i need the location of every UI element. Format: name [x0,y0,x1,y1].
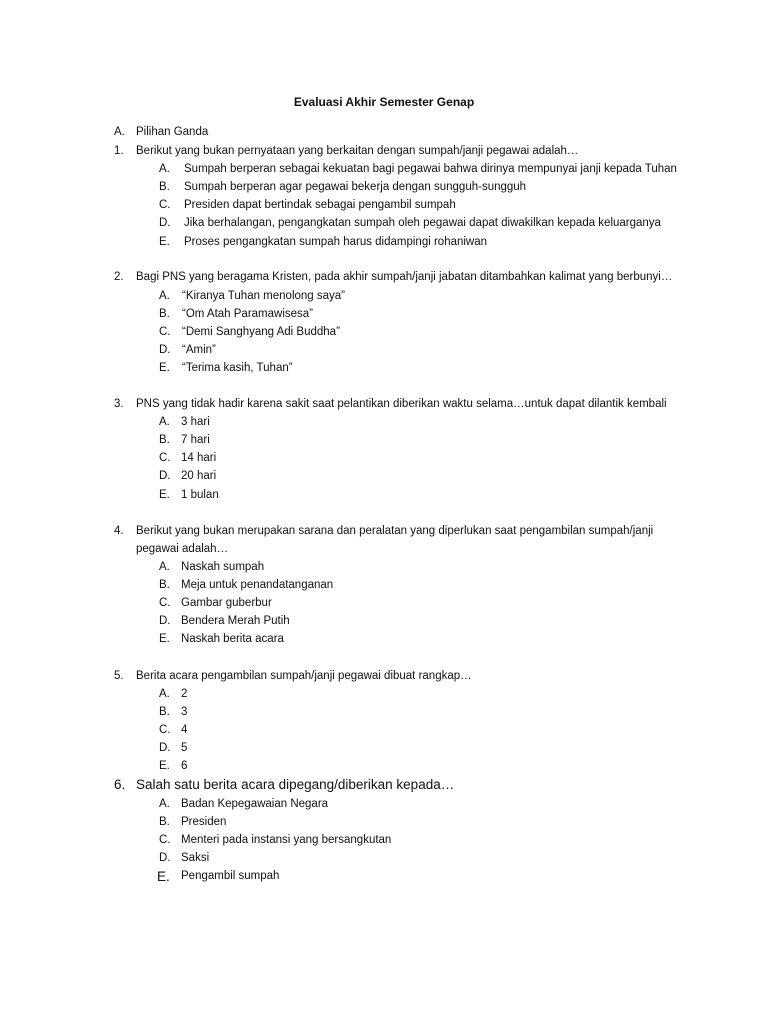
option-letter: E. [157,869,170,884]
option-text: Saksi [181,852,210,864]
question-number: 2. [114,271,124,283]
section-letter: A. [114,126,125,138]
option-letter: D. [159,217,171,229]
option-text: 2 [181,688,188,700]
option-text: “Om Atah Paramawisesa” [182,308,314,320]
question-number: 4. [114,525,124,537]
option-text: Presiden dapat bertindak sebagai pengambil sumpah [184,199,456,211]
option-text: 1 bulan [181,489,219,501]
option-letter: B. [159,434,170,446]
option-letter: A. [159,416,170,428]
question-number: 5. [114,670,124,682]
question-text: Berita acara pengambilan sumpah/janji pegawai dibuat rangkap… [136,670,472,682]
option-letter: C. [159,452,171,464]
option-letter: C. [159,724,171,736]
option-text: Presiden [181,816,227,828]
option-letter: E. [159,489,170,501]
option-letter: D. [159,470,171,482]
option-text: Pengambil sumpah [181,870,280,882]
option-letter: E. [159,362,170,374]
option-letter: A. [159,688,170,700]
option-text: 14 hari [181,452,217,464]
option-text: “Demi Sanghyang Adi Buddha” [182,326,340,338]
option-letter: C. [159,326,171,338]
option-letter: A. [159,798,170,810]
option-text: 3 hari [181,416,210,428]
option-text: Bendera Merah Putih [181,615,290,627]
question-text: PNS yang tidak hadir karena sakit saat pelantikan diberikan waktu selama…untuk dapat dilantik kembali [136,398,667,410]
option-letter: B. [159,816,170,828]
option-text: Sumpah berperan sebagai kekuatan bagi pegawai bahwa dirinya mempunyai janji kepada Tuhan [184,163,677,175]
option-text: “Kiranya Tuhan menolong saya” [182,290,346,302]
option-text: Meja untuk penandatanganan [181,579,334,591]
option-text: Gambar guberbur [181,597,272,609]
question-text: Salah satu berita acara dipegang/diberikan kepada… [136,777,455,792]
option-letter: D. [159,344,171,356]
option-letter: D. [159,742,171,754]
option-letter: C. [159,834,171,846]
option-text: Menteri pada instansi yang bersangkutan [181,834,392,846]
question-number: 3. [114,398,124,410]
option-letter: A. [159,163,170,175]
option-letter: D. [159,852,171,864]
option-text: 6 [181,760,188,772]
option-text: Jika berhalangan, pengangkatan sumpah oleh pegawai dapat diwakilkan kepada keluarganya [184,217,661,229]
question-number: 1. [114,145,124,157]
section-label: Pilihan Ganda [136,126,209,138]
option-text: Proses pengangkatan sumpah harus didampingi rohaniwan [184,236,488,248]
option-letter: E. [159,633,170,645]
option-text: 20 hari [181,470,217,482]
document-title: Evaluasi Akhir Semester Genap [293,95,475,109]
option-letter: B. [159,181,170,193]
option-text: “Terima kasih, Tuhan” [182,362,293,374]
question-number: 6. [114,777,126,792]
question-text: Berikut yang bukan pernyataan yang berkaitan dengan sumpah/janji pegawai adalah… [136,145,579,157]
question-text: Berikut yang bukan merupakan sarana dan peralatan yang diperlukan saat pengambilan sumpah/janji [136,525,654,537]
option-text: 3 [181,706,188,718]
option-text: 7 hari [181,434,210,446]
option-letter: A. [159,290,170,302]
option-text: Naskah sumpah [181,561,265,573]
option-letter: C. [159,199,171,211]
option-text: Naskah berita acara [181,633,284,645]
question-4-line2: pegawai adalah… [136,543,229,555]
question-text: Bagi PNS yang beragama Kristen, pada akhir sumpah/janji jabatan ditambahkan kalimat yang berbunyi… [136,271,673,283]
option-text: Badan Kepegawaian Negara [181,798,329,810]
option-letter: B. [159,706,170,718]
option-text: “Amin” [182,344,216,356]
option-letter: B. [159,579,170,591]
option-text: 5 [181,742,188,754]
option-text: 4 [181,724,188,736]
option-text: Sumpah berperan agar pegawai bekerja dengan sungguh-sungguh [184,181,527,193]
option-letter: D. [159,615,171,627]
option-letter: E. [159,760,170,772]
option-letter: E. [159,236,170,248]
option-letter: C. [159,597,171,609]
option-letter: B. [159,308,170,320]
option-letter: A. [159,561,170,573]
